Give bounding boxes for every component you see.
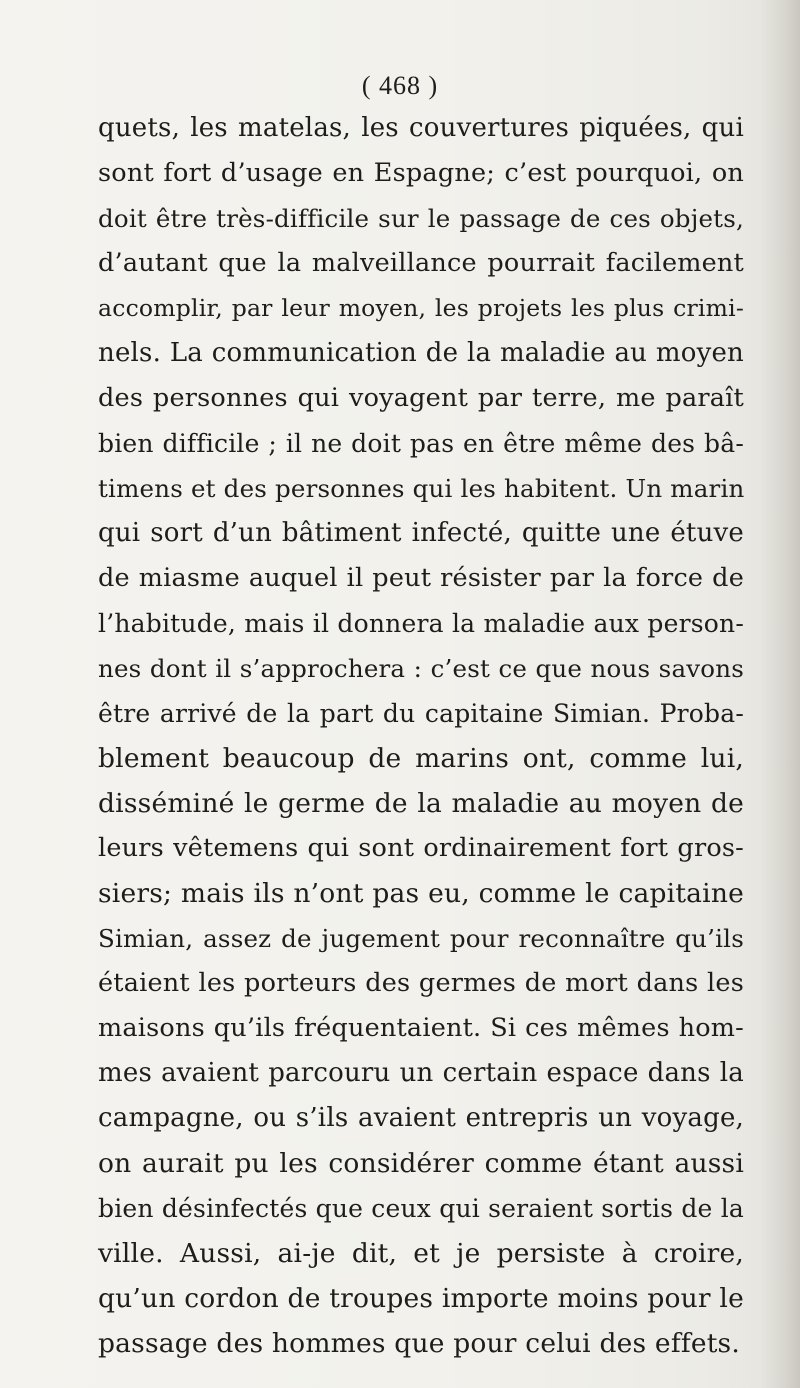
text-line: blement beaucoup de marins ont, comme lui, bbox=[98, 743, 744, 774]
text-line: qu’un cordon de troupes importe moins pour le bbox=[98, 1283, 744, 1314]
body-text bbox=[98, 106, 744, 1366]
text-line: qui sort d’un bâtiment infecté, quitte une étuve bbox=[98, 518, 744, 548]
text-line: bien difficile ; il ne doit pas en être même des bâ- bbox=[98, 429, 744, 458]
text-line: quets, les matelas, les couvertures piquées, qui bbox=[98, 113, 744, 143]
text-line: ville. Aussi, ai-je dit, et je persiste à croire, bbox=[98, 1238, 744, 1269]
text-line: Simian, assez de jugement pour reconnaître qu’ils bbox=[98, 924, 744, 953]
text-line: bien désinfectés que ceux qui seraient sortis de la bbox=[98, 1194, 744, 1223]
page-number: ( 468 ) bbox=[361, 71, 439, 100]
text-line: siers; mais ils n’ont pas eu, comme le capitaine bbox=[98, 878, 744, 909]
text-line: des personnes qui voyagent par terre, me paraît bbox=[98, 383, 744, 413]
text-line: être arrivé de la part du capitaine Simian. Proba- bbox=[98, 699, 744, 728]
text-line: timens et des personnes qui les habitent. Un marin bbox=[98, 474, 745, 503]
text-line: sont fort d’usage en Espagne; c’est pourquoi, on bbox=[98, 158, 744, 188]
text-line: d’autant que la malveillance pourrait facilement bbox=[98, 248, 744, 278]
text-line: accomplir, par leur moyen, les projets les plus crimi- bbox=[98, 294, 744, 322]
text-line: campagne, ou s’ils avaient entrepris un voyage, bbox=[98, 1103, 744, 1133]
text-line: de miasme auquel il peut résister par la force de bbox=[98, 563, 744, 593]
text-line: étaient les porteurs des germes de mort dans les bbox=[98, 968, 744, 998]
page-edge-shadow bbox=[760, 0, 800, 1388]
text-line-last: passage des hommes que pour celui des effets. bbox=[98, 1328, 740, 1359]
text-line: on aurait pu les considérer comme étant aussi bbox=[98, 1148, 744, 1179]
text-line: maisons qu’ils fréquentaient. Si ces mêmes hom- bbox=[98, 1013, 744, 1043]
text-line: leurs vêtemens qui sont ordinairement fort gros- bbox=[98, 833, 744, 863]
text-line: l’habitude, mais il donnera la maladie aux person- bbox=[98, 609, 744, 638]
text-line: doit être très-difficile sur le passage de ces objets, bbox=[98, 204, 744, 233]
text-line: nels. La communication de la maladie au moyen bbox=[98, 338, 744, 368]
text-line: nes dont il s’approchera : c’est ce que nous savons bbox=[98, 654, 744, 683]
text-line: mes avaient parcouru un certain espace dans la bbox=[98, 1058, 744, 1088]
text-line: disséminé le germe de la maladie au moyen de bbox=[98, 788, 744, 819]
